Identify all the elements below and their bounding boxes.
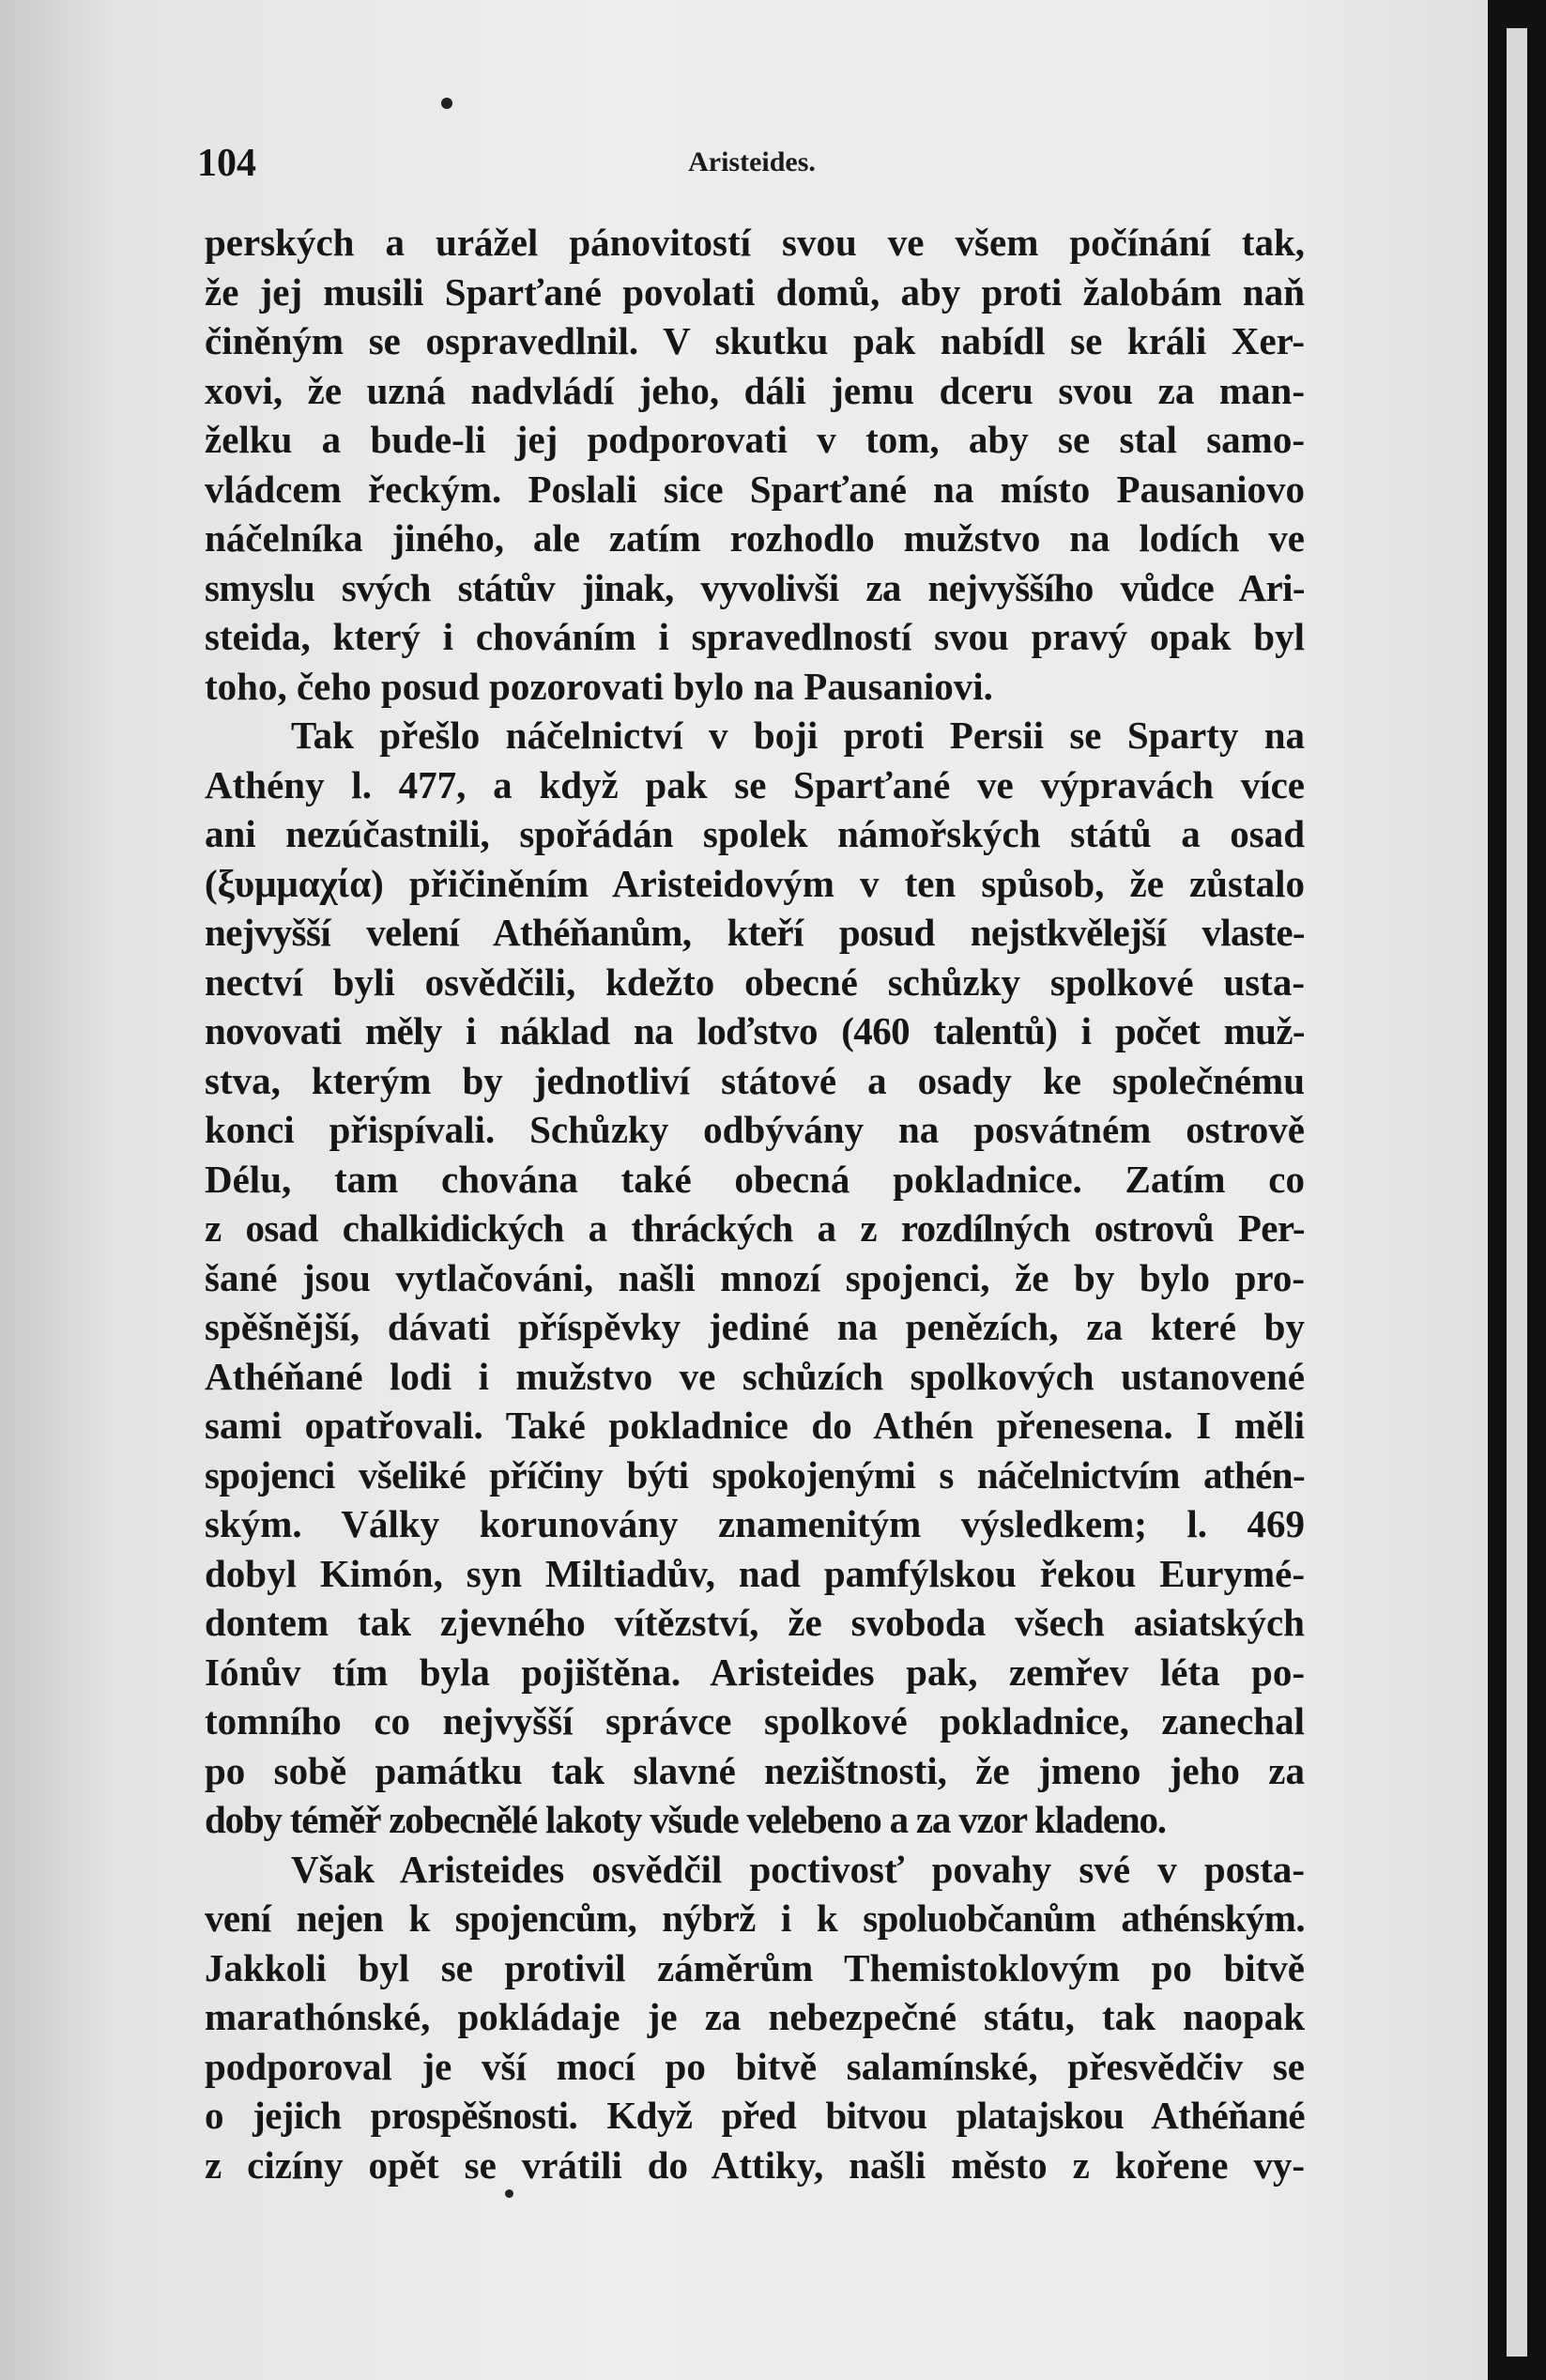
text-line: ským. Války korunovány znamenitým výsledkem; l. 469 [205,1502,1305,1545]
text-line: Athéňané lodi i mužstvo ve schůzích spolkových ustanovené [205,1354,1305,1398]
page-number: 104 [197,142,256,185]
text-line: šané jsou vytlačováni, našli mnozí spojenci, že by bylo pro- [205,1255,1305,1299]
text-line: Athény l. 477, a když pak se Sparťané ve výpravách více [205,762,1305,806]
text-line: podporoval je vší mocí po bitvě salamínské, přesvědčiv se [205,2044,1305,2088]
text-line: vení nejen k spojencům, nýbrž i k spoluobčanům athénským. [205,1896,1305,1940]
text-line: toho, čeho posud pozorovati bylo na Pausaniovi. [205,664,993,708]
text-line: steida, který i chováním i spravedlností svou pravý opak byl [205,615,1305,658]
body-text [205,218,1305,2189]
ink-speck [441,98,452,109]
running-head: Aristeides. [688,146,816,177]
text-line: perských a urážel pánovitostí svou ve všem počínání tak, [205,221,1305,264]
scan-edge [1488,0,1546,2380]
text-line: náčelníka jiného, ale zatím rozhodlo mužstvo na lodích ve [205,516,1305,560]
text-line: činěným se ospravedlnil. V skutku pak nabídl se králi Xer- [205,319,1305,362]
text-line: z cizíny opět se vrátili do Attiky, našli město z kořene vy- [205,2142,1305,2187]
text-line: Délu, tam chována také obecná pokladnice. Zatím co [205,1157,1305,1201]
text-line: doby téměř zobecnělé lakoty všude velebeno a za vzor kladeno. [205,1798,1166,1841]
text-line: Jakkoli byl se protivil záměrům Themistoklovým po bitvě [205,1945,1305,1989]
text-line: tomního co nejvyšší správce spolkové pokladnice, zanechal [205,1699,1305,1743]
text-line: novovati měly i náklad na loďstvo (460 talentů) i počet muž- [205,1009,1305,1052]
text-line: Tak přešlo náčelnictví v boji proti Persii se Sparty na [291,714,1305,757]
text-line: stva, kterým by jednotliví státové a osady ke společnému [205,1058,1305,1102]
next-page-edge [1507,28,1527,2357]
text-line: spěšnější, dávati příspěvky jediné na penězích, za které by [205,1305,1305,1348]
text-line: Však Aristeides osvědčil poctivosť povahy své v posta- [291,1847,1305,1891]
text-line: o jejich prospěšnosti. Když před bitvou platajskou Athéňané [205,2094,1305,2137]
text-line: konci přispívali. Schůzky odbývány na posvátném ostrově [205,1108,1305,1151]
text-line: sami opatřovali. Také pokladnice do Athén přenesena. I měli [205,1404,1305,1447]
text-line: (ξυμμαχία) přičiněním Aristeidovým v ten spůsob, že zůstalo [205,861,1305,905]
text-line: dobyl Kimón, syn Miltiadův, nad pamfýlskou řekou Eurymé- [205,1551,1305,1595]
text-line: želku a bude-li jej podporovati v tom, aby se stal samo- [205,418,1305,461]
text-line: dontem tak zjevného vítězství, že svoboda všech asiatských [205,1601,1305,1644]
text-line: nejvyšší velení Athéňanům, kteří posud nejstkvělejší vlaste- [205,911,1305,954]
text-line: že jej musili Sparťané povolati domů, aby proti žalobám naň [205,269,1305,314]
text-line: ani nezúčastnili, spořádán spolek námořských států a osad [205,812,1305,855]
text-line: nectví byli osvědčili, kdežto obecné schůzky spolkové usta- [205,960,1305,1004]
text-line: Iónův tím byla pojištěna. Aristeides pak, zemřev léta po- [205,1650,1305,1694]
text-line: marathónské, pokládaje je za nebezpečné státu, tak naopak [205,1995,1305,2038]
text-line: z osad chalkidických a thráckých a z rozdílných ostrovů Per- [205,1206,1305,1250]
text-line: po sobě památku tak slavné nezištnosti, že jmeno jeho za [205,1748,1305,1792]
text-line: spojenci všeliké příčiny býti spokojenými s náčelnictvím athén- [205,1452,1305,1497]
text-line: xovi, že uzná nadvládí jeho, dáli jemu dceru svou za man- [205,368,1305,412]
ink-speck [505,2189,513,2198]
text-line: vládcem řeckým. Poslali sice Sparťané na místo Pausaniovo [205,467,1305,511]
text-line: smyslu svých státův jinak, vyvolivši za nejvyššího vůdce Ari- [205,565,1305,609]
page-header [197,141,1307,188]
